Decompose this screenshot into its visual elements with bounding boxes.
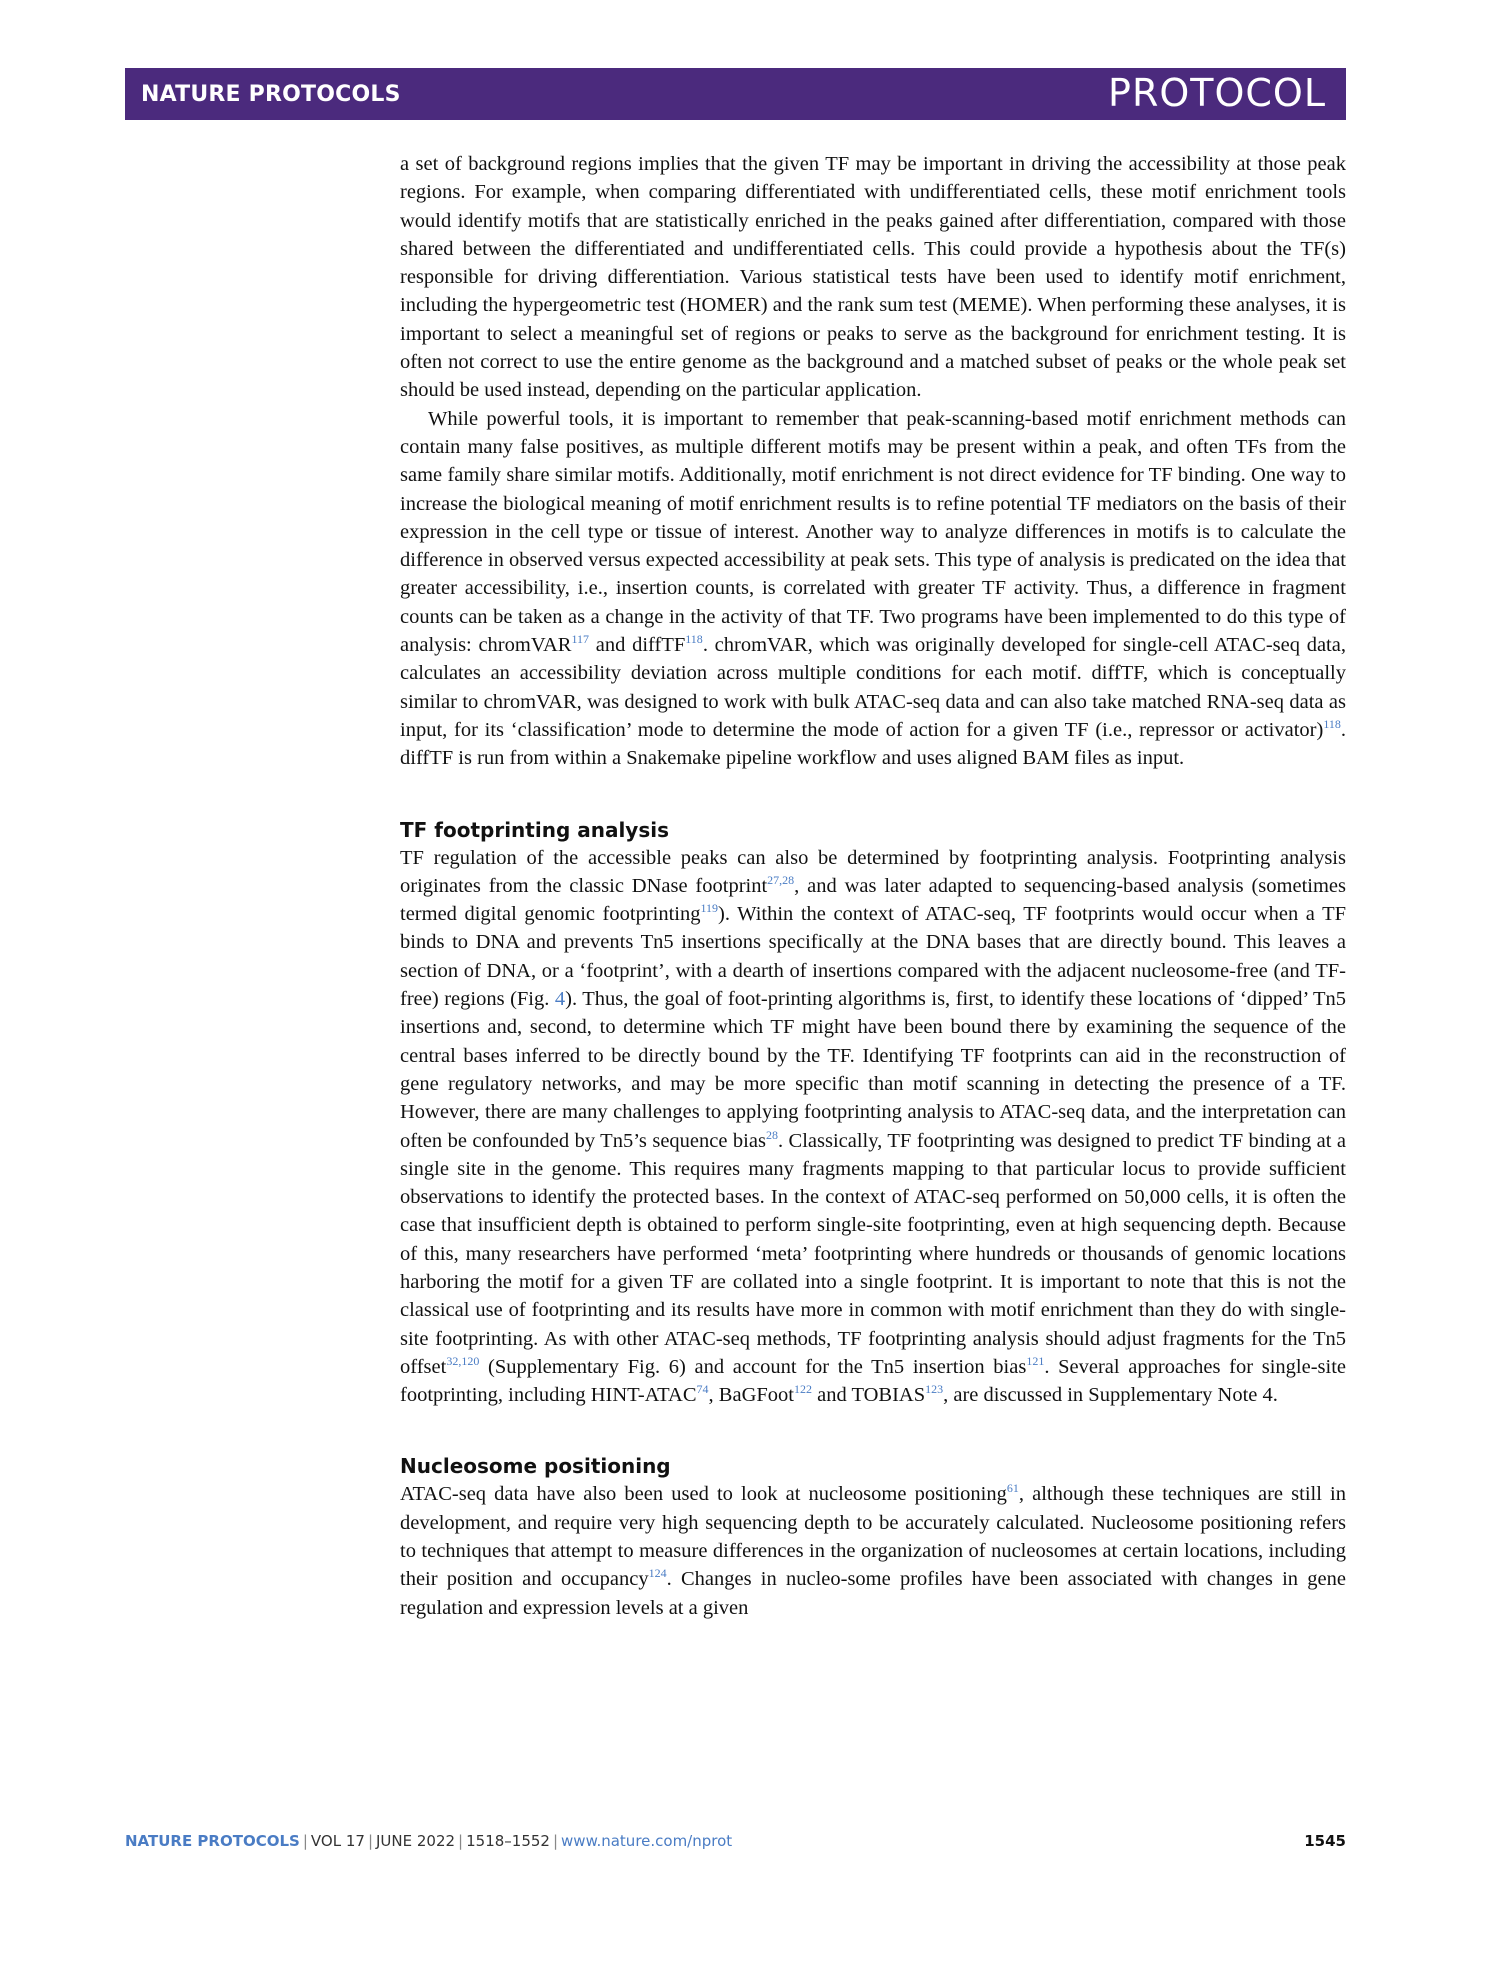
footer-separator: | bbox=[367, 1832, 373, 1850]
citation-ref[interactable]: 27,28 bbox=[767, 873, 795, 887]
citation-ref[interactable]: 118 bbox=[685, 632, 703, 647]
footer-journal: NATURE PROTOCOLS bbox=[125, 1832, 300, 1850]
paragraph-nucleosome-positioning: ATAC-seq data have also been used to look at nucleosome positioning$^{61}$, although these techniques are still in development, and require very high sequencing depth to be accurately calculated. Nucleosome positioning refers to techniques that attempt to measure differences in the organization of nucleosomes at certain locations, including their position and occupancy$^{124}$. Changes in nucleo-some profiles have been associated with changes in gene regulation and expression levels at a given bbox=[400, 1481, 1346, 1619]
footer-date: JUNE 2022 bbox=[376, 1832, 456, 1850]
section-gap bbox=[400, 773, 1346, 816]
figure-link[interactable]: 4 bbox=[554, 988, 566, 1011]
citation-ref[interactable]: 117 bbox=[571, 632, 590, 647]
citation-ref[interactable]: 119 bbox=[700, 901, 719, 916]
citation-ref[interactable]: 121 bbox=[1026, 1354, 1045, 1369]
citation-ref[interactable]: 61 bbox=[1006, 1481, 1019, 1496]
footer-separator: | bbox=[458, 1832, 464, 1850]
section-heading-nucleosome-positioning: Nucleosome positioning bbox=[400, 1454, 671, 1479]
citation-ref[interactable]: 123 bbox=[925, 1382, 944, 1397]
citation-ref[interactable]: 122 bbox=[793, 1382, 812, 1397]
article-type-label: PROTOCOL bbox=[1108, 71, 1326, 115]
footer-volume: VOL 17 bbox=[310, 1832, 365, 1850]
paragraph-tf-footprinting: TF regulation of the accessible peaks can also be determined by footprinting analysis. Footprinting analysis originates from the classic DNase footprint$^{27,28}$, and was later adapted to sequencing-based analysis (sometimes termed digital genomic footprinting$^{119}$). Within the context of ATAC-seq, TF footprints would occur when a TF binds to DNA and prevents Tn5 insertions specifically at the DNA bases that are directly bound. This leaves a section of DNA, or a ‘footprint’, with a dearth of insertions compared with the adjacent nucleosome-free (and TF-free) regions (Fig. 4). Thus, the goal of foot-printing algorithms is, first, to identify these locations of ‘dipped’ Tn5 insertions and, second, to determine which TF might have been bound there by examining the sequence of the central bases inferred to be directly bound by the TF. Identifying TF footprints can aid in the reconstruction of gene regulatory networks, and may be more specific than motif scanning in detecting the presence of a TF. However, there are many challenges to applying footprinting analysis to ATAC-seq data, and the interpretation can often be confounded by Tn5’s sequence bias$^{28}$. Classically, TF footprinting was designed to predict TF binding at a single site in the genome. This requires many fragments mapping to that particular locus to provide sufficient observations to identify the protected bases. In the context of ATAC-seq performed on 50,000 cells, it is often the case that insufficient depth is obtained to perform single-site footprinting, even at high sequencing depth. Because of this, many researchers have performed ‘meta’ footprinting where hundreds or thousands of genomic locations harboring the motif for a given TF are collated into a single footprint. It is important to note that this is not the classical use of footprinting and its results have more in common with motif enrichment than they do with single-site footprinting. As with other ATAC-seq methods, TF footprinting analysis should adjust fragments for the Tn5 offset$^{32,120}$ (Supplementary Fig. 6) and account for the Tn5 insertion bias$^{121}$. Several approaches for single-site footprinting, including HINT-ATAC$^{74}$, BaGFoot$^{122}$ and TOBIAS$^{123}$, are discussed in Supplementary Note 4. bbox=[400, 846, 1347, 1407]
citation-ref[interactable]: 32,120 bbox=[446, 1354, 480, 1369]
footer-separator: | bbox=[552, 1832, 559, 1850]
section-gap bbox=[400, 1409, 1346, 1452]
footer-separator: | bbox=[302, 1832, 308, 1850]
citation-ref[interactable]: 118 bbox=[1323, 717, 1341, 732]
footer-url-link[interactable]: www.nature.com/nprot bbox=[561, 1832, 733, 1850]
citation-ref[interactable]: 124 bbox=[648, 1566, 667, 1581]
section-heading-tf-footprinting: TF footprinting analysis bbox=[400, 817, 670, 842]
citation-ref[interactable]: 74 bbox=[696, 1382, 709, 1397]
footer-pages: 1518–1552 bbox=[466, 1832, 550, 1850]
paragraph-motif-caveats: While powerful tools, it is important to remember that peak-scanning-based motif enrichment methods can contain many false positives, as multiple different motifs may be present within a peak, and often TFs from the same family share similar motifs. Additionally, motif enrichment is not direct evidence for TF binding. One way to increase the biological meaning of motif enrichment results is to refine potential TF mediators on the basis of their expression in the cell type or tissue of interest. Another way to analyze differences in motifs is to calculate the difference in observed versus expected accessibility at peak sets. This type of analysis is predicated on the idea that greater accessibility, i.e., insertion counts, is correlated with greater TF activity. Thus, a difference in fragment counts can be taken as a change in the activity of that TF. Two programs have been implemented to do this type of analysis: chromVAR$^{117}$ and diffTF$^{118}$. chromVAR, which was originally developed for single-cell ATAC-seq data, calculates an accessibility deviation across multiple conditions for each motif. diffTF, which is conceptually similar to chromVAR, was designed to work with bulk ATAC-seq data and can also take matched RNA-seq data as input, for its ‘classification’ mode to determine the mode of action for a given TF (i.e., repressor or activator)$^{118}$. diffTF is run from within a Snakemake pipeline workflow and uses aligned BAM files as input. bbox=[400, 407, 1346, 770]
journal-name: NATURE PROTOCOLS bbox=[141, 82, 401, 107]
page-number: 1545 bbox=[1304, 1832, 1346, 1850]
journal-header-bar bbox=[125, 68, 1346, 120]
article-body bbox=[400, 150, 1346, 1622]
paragraph-motif-enrichment: a set of background regions implies that the given TF may be important in driving the accessibility at those peak regions. For example, when comparing differentiated with undifferentiated cells, these motif enrichment tools would identify motifs that are statistically enriched in the peaks gained after differentiation, compared with those shared between the differentiated and undifferentiated cells. This could provide a hypothesis about the TF(s) responsible for driving differentiation. Various statistical tests have been used to identify motif enrichment, including the hypergeometric test (HOMER) and the rank sum test (MEME). When performing these analyses, it is important to select a meaningful set of regions or peaks to serve as the background for enrichment testing. It is often not correct to use the entire genome as the background and a matched subset of peaks or the whole peak set should be used instead, depending on the particular application. bbox=[400, 153, 1346, 402]
footer-citation bbox=[125, 1832, 732, 1850]
page-footer bbox=[125, 1832, 1346, 1856]
citation-ref[interactable]: 28 bbox=[765, 1127, 778, 1142]
